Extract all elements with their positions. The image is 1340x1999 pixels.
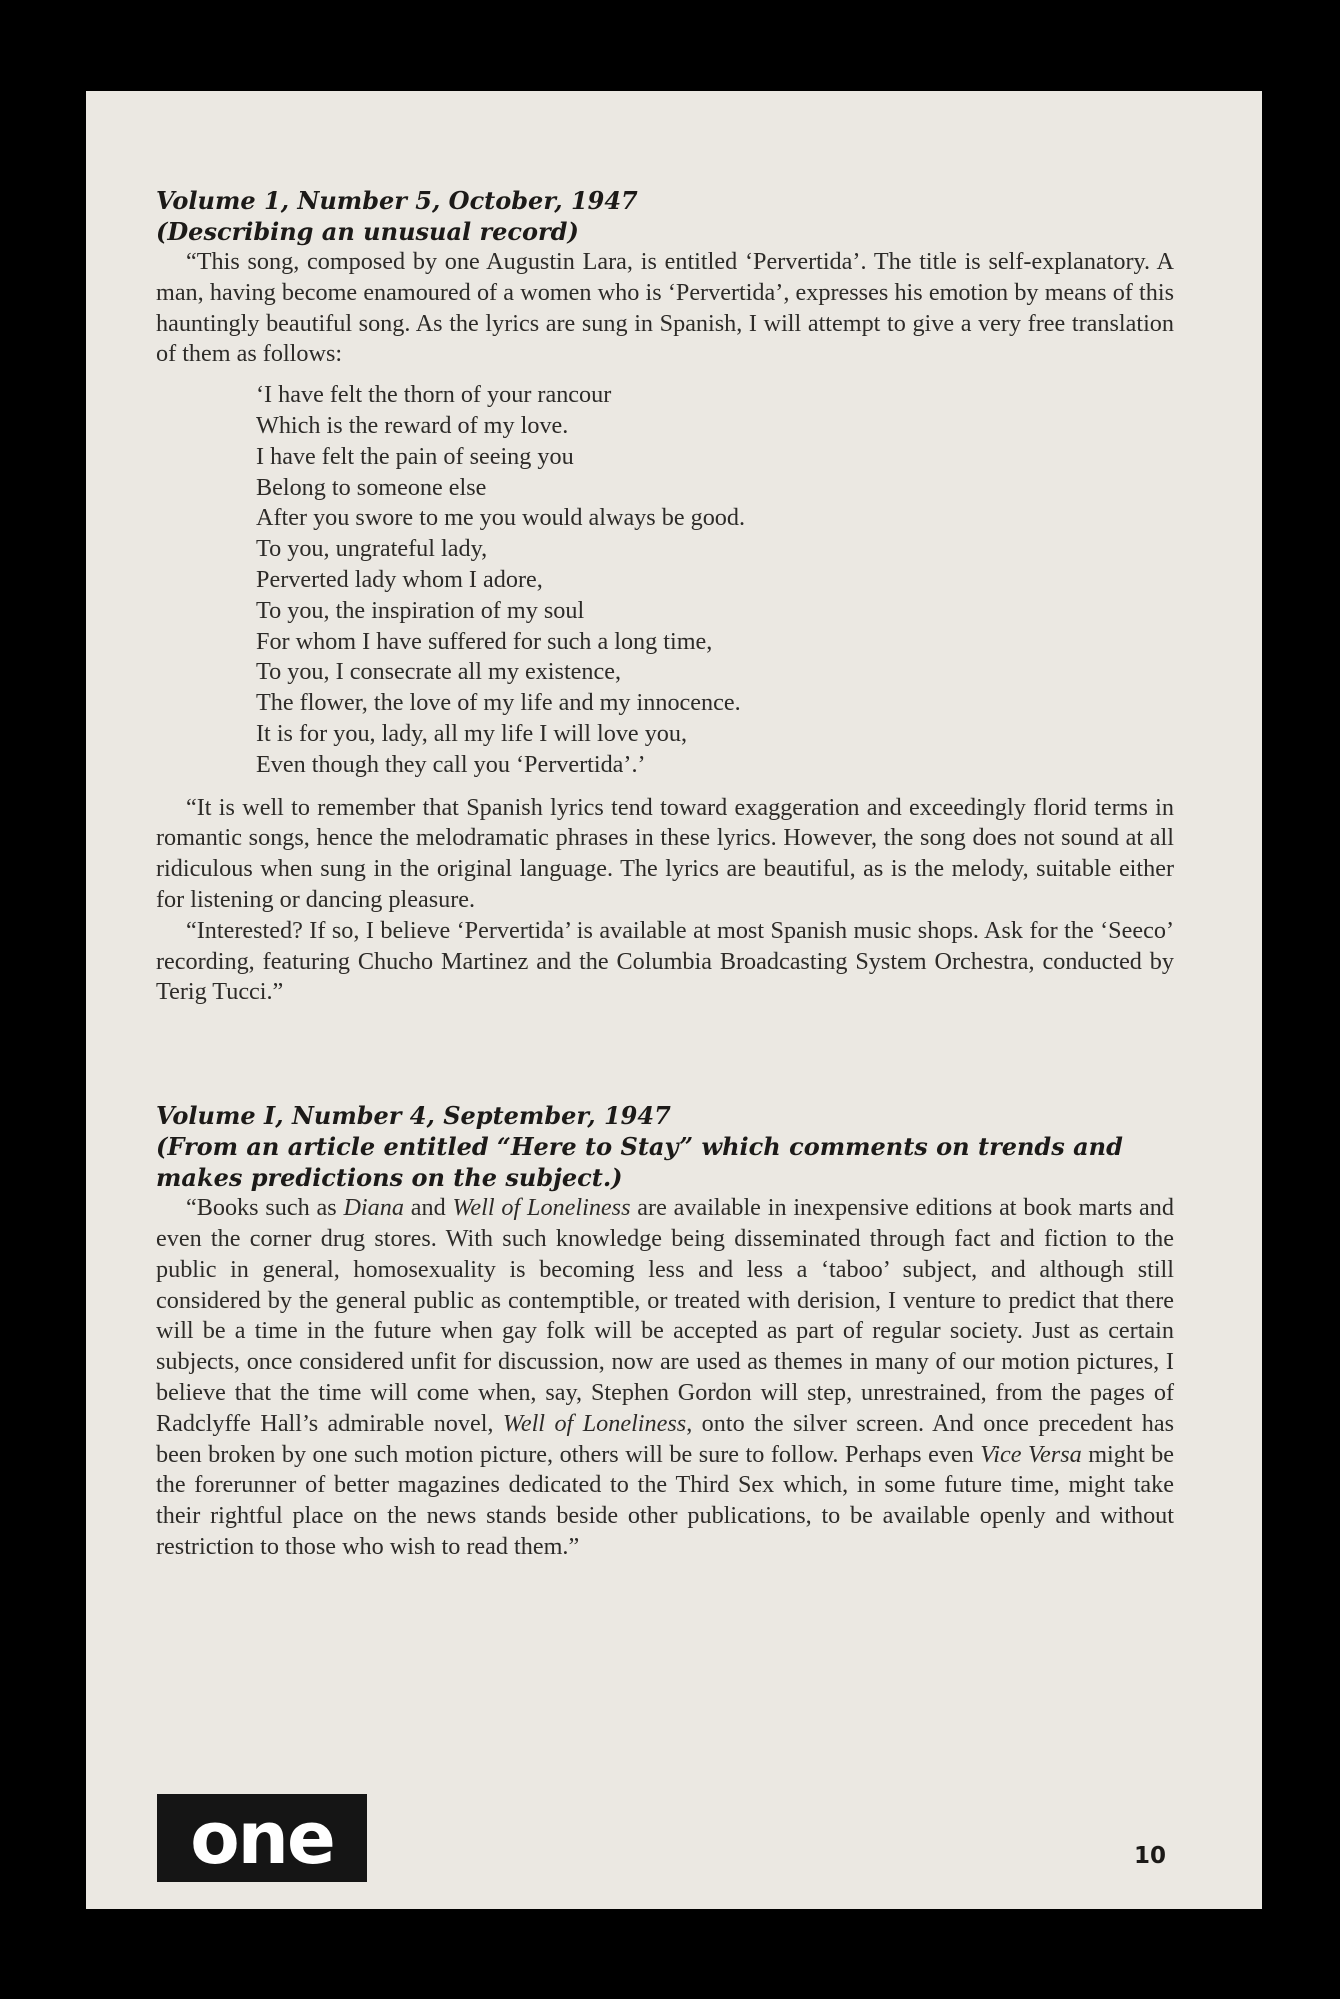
page <box>86 91 1262 1909</box>
lyric-line: To you, I consecrate all my existence, <box>256 658 622 686</box>
page-number: 10 <box>1133 1843 1166 1869</box>
availability-paragraph: “Interested? If so, I believe ‘Pervertida’ is available at most Spanish music shops. Ask for the ‘Seeco’ recording, featuring Chucho Martinez and the Columbia Broadcasting System Orchestra, conducted by Terig Tucci.” <box>156 916 1174 1006</box>
intro-paragraph: “This song, composed by one Augustin Lara, is entitled ‘Pervertida’. The title is self-explanatory. A man, having become enamoured of a women who is ‘Pervertida’, expresses his emotion by means of this hauntingly beautiful song. As the lyrics are sung in Spanish, I will attempt to give a very free translation of them as follows: <box>156 248 1174 368</box>
text-run: are available in inexpensive editions at book marts and even the corner drug stores. With such knowledge being disseminated through fact and fiction to the public in general, homosexuality is becoming less and less a ‘taboo’ subject, and although still considered by the general public as contemptible, or treated with derision, I venture to predict that there will be a time in the future when gay folk will be accepted as part of regular society. Just as certain subjects, once considered unfit for discussion, now are used as themes in many of our motion pictures, I believe that the time will come when, say, Stephen Gordon will step, unrestrained, from the pages of Radclyffe Hall’s admirable novel, <box>156 1194 1174 1437</box>
book-title: Well of Loneliness <box>452 1194 631 1222</box>
section-spacer <box>156 1008 1174 1100</box>
article-paragraph <box>156 1193 1174 1563</box>
lyric-line: I have felt the pain of seeing you <box>256 442 574 470</box>
commentary-paragraph: “It is well to remember that Spanish lyrics tend toward exaggeration and exceedingly florid terms in romantic songs, hence the melodramatic phrases in these lyrics. However, the song does not sound at all ridiculous when sung in the original language. The lyrics are beautiful, as is the melody, suitable either for listening or dancing pleasure. <box>156 793 1174 913</box>
section-subheading: (Describing an unusual record) <box>156 217 579 246</box>
book-title: Well of Loneliness <box>502 1409 687 1437</box>
lyric-line: ‘I have felt the thorn of your rancour <box>256 381 612 409</box>
lyric-line: Even though they call you ‘Pervertida’.’ <box>256 750 646 778</box>
lyric-line: It is for you, lady, all my life I will love you, <box>256 719 688 747</box>
lyric-line: After you swore to me you would always be good. <box>256 504 746 532</box>
lyric-line: To you, the inspiration of my soul <box>256 596 585 624</box>
section-subheading: (From an article entitled “Here to Stay” which comments on trends and makes predictions on the subject.) <box>156 1132 1123 1193</box>
lyric-line: The flower, the love of my life and my innocence. <box>256 689 741 717</box>
section-heading: Volume 1, Number 5, October, 1947 <box>156 186 638 215</box>
text-run: “Books such as <box>186 1194 344 1222</box>
lyrics-block <box>256 380 1174 780</box>
text-run: and <box>403 1194 453 1222</box>
section-heading: Volume I, Number 4, September, 1947 <box>156 1101 671 1131</box>
magazine-title: Vice Versa <box>980 1440 1082 1468</box>
article-content <box>156 185 1174 1563</box>
lyric-line: Belong to someone else <box>256 473 487 501</box>
section-september-1947 <box>156 1100 1174 1563</box>
lyric-line: Which is the reward of my love. <box>256 411 569 439</box>
lyric-line: Perverted lady whom I adore, <box>256 565 543 593</box>
text-run: , onto the silver screen. And once precedent has been broken by one such motion picture, others will be sure to follow. Perhaps even <box>156 1409 1175 1468</box>
text-run: might be the forerunner of better magazines dedicated to the Third Sex which, in some future time, might take their rightful place on the news stands beside other publications, to be available openly and without restriction to those who wish to read them.” <box>156 1440 1175 1560</box>
book-title: Diana <box>343 1194 404 1222</box>
lyric-line: For whom I have suffered for such a long time, <box>256 627 713 655</box>
section-october-1947 <box>156 185 1174 1008</box>
one-magazine-logo: one <box>157 1794 367 1882</box>
lyric-line: To you, ungrateful lady, <box>256 535 488 563</box>
